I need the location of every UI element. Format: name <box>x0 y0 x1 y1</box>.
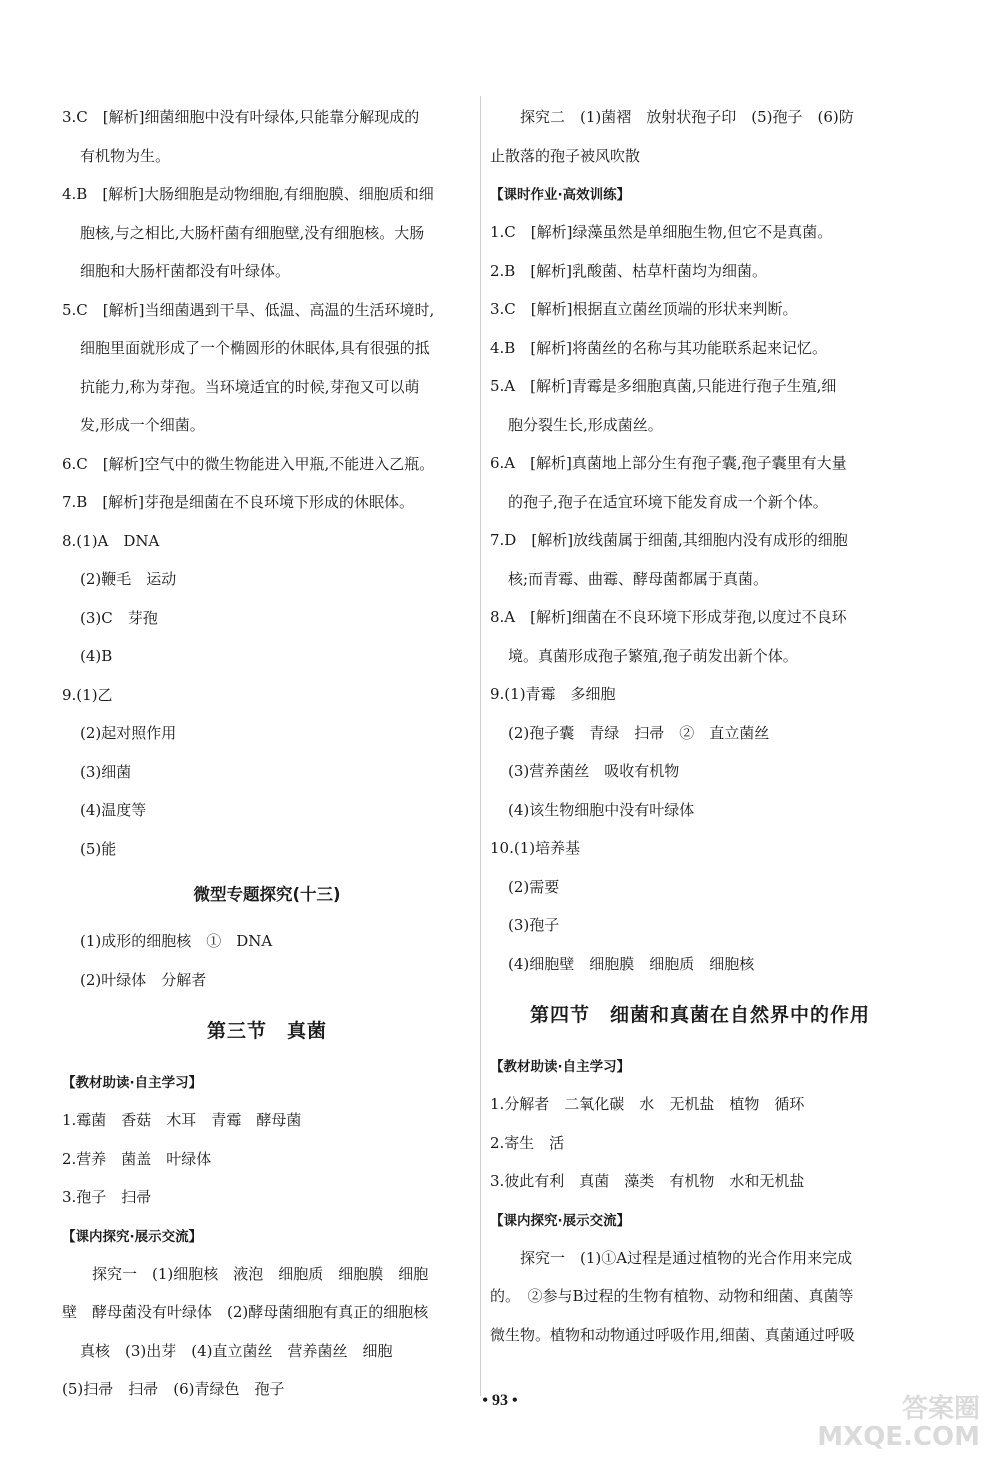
text-line: 4.B [解析]大肠细胞是动物细胞,有细胞膜、细胞质和细 <box>62 185 434 203</box>
text-line: (1)成形的细胞核 ① DNA <box>80 932 273 950</box>
text-line: 发,形成一个细菌。 <box>80 416 205 434</box>
text-line: (3)C 芽孢 <box>80 608 158 627</box>
text-line: 10.(1)培养基 <box>490 839 581 857</box>
text-line: (2)起对照作用 <box>80 724 177 742</box>
text-line: (5)扫帚 扫帚 (6)青绿色 孢子 <box>62 1380 285 1398</box>
text-line: 探究一 (1)①A过程是通过植物的光合作用来完成 <box>520 1248 853 1267</box>
text-line: 6.C [解析]空气中的微生物能进入甲瓶,不能进入乙瓶。 <box>62 454 435 473</box>
text-line: (2)叶绿体 分解者 <box>80 970 207 989</box>
text-line: 细胞里面就形成了一个椭圆形的休眠体,具有很强的抵 <box>80 339 430 357</box>
section-label: 【课内探究·展示交流】 <box>62 1228 203 1245</box>
text-line: (4)细胞壁 细胞膜 细胞质 细胞核 <box>508 954 755 973</box>
section-label: 【课时作业·高效训练】 <box>490 187 631 203</box>
text-line: 6.A [解析]真菌地上部分生有孢子囊,孢子囊里有大量 <box>490 454 847 472</box>
text-line: 1.霉菌 香菇 木耳 青霉 酵母菌 <box>62 1111 302 1129</box>
text-line: 8.(1)A DNA <box>62 531 160 550</box>
text-line: (4)温度等 <box>80 801 147 819</box>
text-line: (3)营养菌丝 吸收有机物 <box>508 762 680 780</box>
text-line: 境。真菌形成孢子繁殖,孢子萌发出新个体。 <box>508 646 798 665</box>
text-line: 4.B [解析]将菌丝的名称与其功能联系起来记忆。 <box>490 338 828 357</box>
text-line: 真核 (3)出芽 (4)直立菌丝 营养菌丝 细胞 <box>80 1341 393 1360</box>
text-line: 探究二 (1)菌褶 放射状孢子印 (5)孢子 (6)防 <box>520 108 854 126</box>
text-line: 细胞和大肠杆菌都没有叶绿体。 <box>80 262 291 280</box>
text-line: 探究一 (1)细胞核 液泡 细胞质 细胞膜 细胞 <box>92 1264 429 1283</box>
text-line: 3.C [解析]细菌细胞中没有叶绿体,只能靠分解现成的 <box>62 108 420 126</box>
text-line: 1.C [解析]绿藻虽然是单细胞生物,但它不是真菌。 <box>490 223 833 241</box>
text-line: 有机物为生。 <box>80 146 171 165</box>
text-line: (3)孢子 <box>508 916 560 934</box>
text-line: 胞分裂生长,形成菌丝。 <box>508 415 663 434</box>
text-line: 核;而青霉、曲霉、酵母菌都属于真菌。 <box>508 569 769 588</box>
text-line: 9.(1)青霉 多细胞 <box>490 685 616 703</box>
text-line: (4)该生物细胞中没有叶绿体 <box>508 800 695 819</box>
text-line: (2)孢子囊 青绿 扫帚 ② 直立菌丝 <box>508 723 770 742</box>
text-line: (2)需要 <box>508 877 560 896</box>
section-heading: 微型专题探究(十三) <box>193 885 341 904</box>
text-line: 抗能力,称为芽孢。当环境适宜的时候,芽孢又可以萌 <box>80 377 420 396</box>
text-line: 5.A [解析]青霉是多细胞真菌,只能进行孢子生殖,细 <box>490 377 837 395</box>
text-line: 的。 ②参与B过程的生物有植物、动物和细菌、真菌等 <box>490 1287 854 1305</box>
text-line: (4)B <box>80 647 113 665</box>
text-line: 9.(1)乙 <box>62 685 113 704</box>
chapter-heading: 第三节 真菌 <box>206 1020 327 1042</box>
text-line: 7.B [解析]芽孢是细菌在不良环境下形成的休眠体。 <box>62 493 415 511</box>
text-line: 2.营养 菌盖 叶绿体 <box>62 1149 212 1168</box>
section-label: 【课内探究·展示交流】 <box>490 1212 631 1229</box>
text-line: 2.寄生 活 <box>490 1133 565 1152</box>
text-line: 8.A [解析]细菌在不良环境下形成芽孢,以度过不良环 <box>490 608 847 626</box>
right-column <box>490 98 910 1354</box>
left-column <box>62 98 472 1409</box>
text-line: 3.彼此有利 真菌 藻类 有机物 水和无机盐 <box>490 1172 805 1190</box>
text-line: 胞核,与之相比,大肠杆菌有细胞壁,没有细胞核。大肠 <box>80 223 425 242</box>
text-line: 壁 酵母菌没有叶绿体 (2)酵母菌细胞有真正的细胞核 <box>62 1303 429 1321</box>
section-label: 【教材助读·自主学习】 <box>490 1059 631 1075</box>
column-divider <box>480 96 481 1396</box>
text-line: 微生物。植物和动物通过呼吸作用,细菌、真菌通过呼吸 <box>490 1325 855 1344</box>
text-line: (5)能 <box>80 839 117 858</box>
section-label: 【教材助读·自主学习】 <box>62 1075 203 1091</box>
text-line: 止散落的孢子被风吹散 <box>490 146 641 165</box>
text-line: 2.B [解析]乳酸菌、枯草杆菌均为细菌。 <box>490 261 768 280</box>
chapter-heading: 第四节 细菌和真菌在自然界中的作用 <box>529 1004 870 1026</box>
text-line: 7.D [解析]放线菌属于细菌,其细胞内没有成形的细胞 <box>490 531 848 549</box>
text-line: 3.孢子 扫帚 <box>62 1188 152 1206</box>
text-line: (3)细菌 <box>80 762 132 781</box>
page-number: • 93 • <box>482 1392 518 1409</box>
text-line: (2)鞭毛 运动 <box>80 570 177 588</box>
text-line: 的孢子,孢子在适宜环境下能发育成一个新个体。 <box>508 492 828 511</box>
watermark-logo: 答案圈 MXQE.COM <box>817 1394 980 1452</box>
text-line: 1.分解者 二氧化碳 水 无机盐 植物 循环 <box>490 1095 805 1113</box>
text-line: 5.C [解析]当细菌遇到干旱、低温、高温的生活环境时, <box>62 300 435 319</box>
text-line: 3.C [解析]根据直立菌丝顶端的形状来判断。 <box>490 300 798 318</box>
